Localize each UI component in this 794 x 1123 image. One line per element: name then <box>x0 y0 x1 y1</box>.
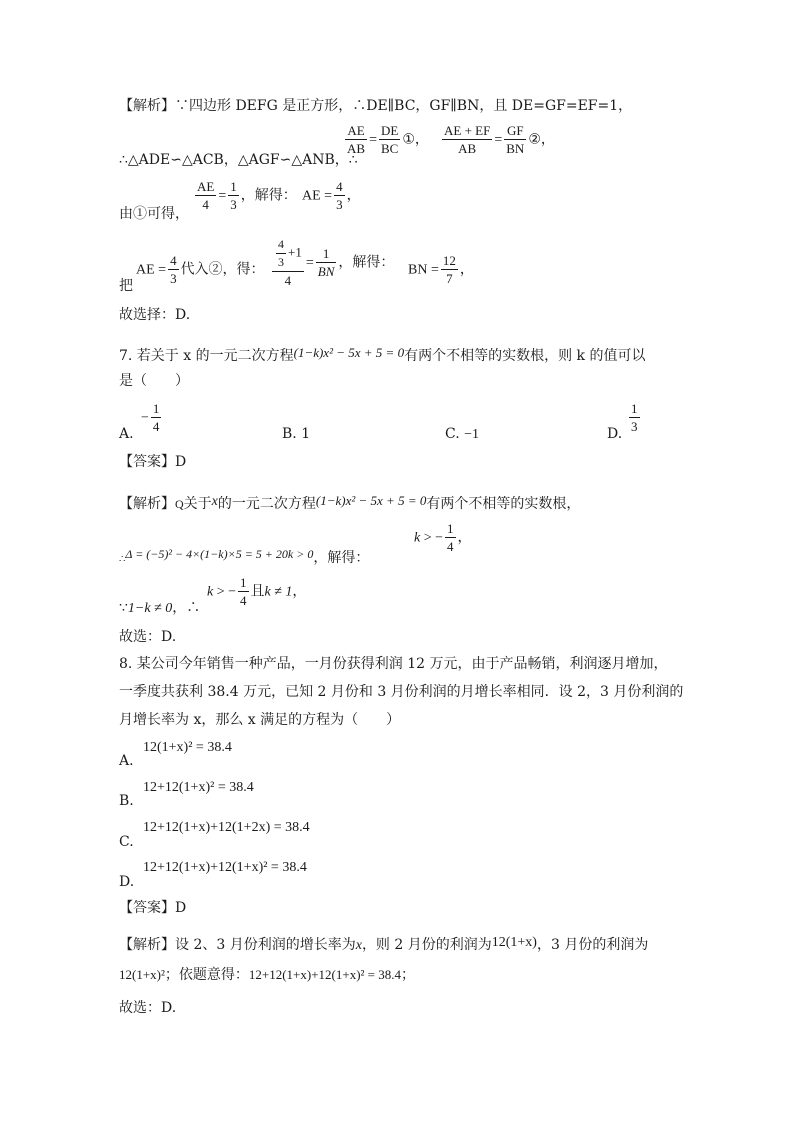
solution-7-line-2 <box>119 544 369 570</box>
solution-line-4 <box>119 276 133 296</box>
solution-8-line-2 <box>119 965 415 985</box>
option-8c-label: C. <box>119 834 134 850</box>
text: ； <box>401 967 416 983</box>
bn-eq-12-7: BN = $\frac{12}{7}$ ， <box>408 253 474 286</box>
text: 把 <box>119 278 133 294</box>
text: 由①可得， <box>119 206 189 222</box>
option-a-value: − $\frac{1}{4}$ <box>141 401 160 434</box>
ae-over-4-eq-1-3: $\frac{AE}{4}$ = $\frac{1}{3}$ ，解得： <box>197 179 297 212</box>
question-8-line-1: 8. 某公司今年销售一种产品，一月份获得利润 12 万元，由于产品畅销，利润逐月增加， <box>119 656 668 672</box>
solution-end-7: 故选：D. <box>119 629 177 645</box>
solution-8-line-1: 【解析】设 2、3 月份利润的增长率为x，则 2 月份的利润为12(1+x)，3 月份的利润为 <box>119 935 649 953</box>
text: 且 <box>250 583 265 600</box>
text: ，∴ <box>172 600 201 616</box>
option-a-label: A. <box>119 426 134 442</box>
option-b: B. 1 <box>282 426 311 442</box>
label: C. <box>445 426 460 442</box>
value: −1 <box>464 427 480 442</box>
question-7-line-1 <box>119 343 645 366</box>
separator: ， <box>540 131 555 148</box>
option-8d-label: D. <box>119 874 135 890</box>
text: 有两个不相等的实数根， <box>426 496 581 512</box>
equation: 12+12(1+x)+12(1+x)² = 38.4 <box>248 967 402 982</box>
compound-fraction: $\frac{4}{3}$ +1 4 = $\frac{1}{BN}$ ，解得： <box>270 236 394 289</box>
option-8a-eq: 12(1+x)² = 38.4 <box>143 740 232 755</box>
solution-7-line-1: 【解析】Q关于x的一元二次方程(1−k)x² − 5x + 5 = 0有两个不相等的实数根， <box>119 493 581 512</box>
text: ，解得： <box>338 254 395 271</box>
solution-line-3 <box>119 204 189 224</box>
k-gt-neg-1-4: k > − $\frac{1}{4}$ ， <box>414 521 472 554</box>
equation: (1−k)x² − 5x + 5 = 0 <box>293 345 405 360</box>
solution-line-2: ∴△ADE∽△ACB，△AGF∽△ANB，∴ <box>119 152 358 168</box>
solution-7-line-3 <box>119 598 200 619</box>
option-8c-eq: 12+12(1+x)+12(1+2x) = 38.4 <box>143 820 310 835</box>
text: ， <box>292 583 307 600</box>
text: ， <box>457 529 472 546</box>
text: 【解析】设 2、3 月份利润的增长率为 <box>119 937 356 953</box>
ratio-ae-ef-ab-gf-bn: $\frac{AE + EF}{AB}$ = $\frac{GF}{BN}$ ②， <box>444 123 555 156</box>
question-7-line-2: 是（ ） <box>119 373 189 389</box>
text: 【解析】 <box>119 496 175 512</box>
text: 有两个不相等的实数根，则 k 的值可以 <box>404 348 646 364</box>
answer-7: 【答案】D <box>119 454 187 470</box>
option-8a-label: A. <box>119 753 134 769</box>
answer-8: 【答案】D <box>119 900 187 916</box>
ae-eq-4-3-sub: AE = $\frac{4}{3}$ 代入②，得： <box>136 253 265 286</box>
option-8d-eq: 12+12(1+x)+12(1+x)² = 38.4 <box>143 860 307 875</box>
equation: 12(1+x) <box>491 935 537 950</box>
option-d-label: D. <box>607 426 623 442</box>
text: ，3 月份的利润为 <box>536 937 649 953</box>
equation: Δ = (−5)² − 4×(1−k)×5 = 5 + 20k > 0 <box>125 547 314 561</box>
text: ， <box>459 261 474 278</box>
text: ，解得： <box>240 187 297 204</box>
solution-end-8: 故选：D. <box>119 1000 177 1016</box>
text: ∵ <box>119 600 128 616</box>
equation: 12(1+x)² <box>119 967 165 982</box>
option-c <box>445 424 479 445</box>
text: ；依题意得： <box>164 967 249 983</box>
text: 关于 <box>183 496 212 512</box>
solution-end-1: 故选择：D. <box>119 307 191 323</box>
option-8b-eq: 12+12(1+x)² = 38.4 <box>143 780 254 795</box>
option-d-value: $\frac{1}{3}$ <box>631 401 638 434</box>
text: 7. 若关于 x 的一元二次方程 <box>119 348 294 364</box>
equation: k ≠ 1 <box>264 584 293 600</box>
option-8b-label: B. <box>119 793 134 809</box>
k-gt-neg-1-4-and: k > − $\frac{1}{4}$ 且k ≠ 1， <box>207 575 307 608</box>
text: 代入②，得： <box>180 261 265 278</box>
equation: 1−k ≠ 0 <box>127 601 173 616</box>
circle-1: ① <box>402 131 415 148</box>
text: ∴ <box>119 554 126 565</box>
text: 的一元二次方程 <box>217 496 316 512</box>
text: ， <box>346 187 361 204</box>
text: ，解得： <box>313 550 370 566</box>
question-8-line-3: 月增长率为 x，那么 x 满足的方程为（ ） <box>119 712 401 728</box>
ratio-ae-ab-de-bc: $\frac{AE}{AB}$ = $\frac{DE}{BC}$ ①， <box>347 123 429 156</box>
circle-2: ② <box>528 131 541 148</box>
ae-eq-4-3: AE = $\frac{4}{3}$ ， <box>302 179 361 212</box>
equation: (1−k)x² − 5x + 5 = 0 <box>315 493 427 508</box>
question-8-line-2: 一季度共获利 38.4 万元，已知 2 月份和 3 月份利润的月增长率相同．设 2，3 月份利润的 <box>119 684 684 700</box>
text: ，则 2 月份的利润为 <box>361 937 492 953</box>
solution-line-1: 【解析】∵四边形 DEFG 是正方形，∴DE∥BC，GF∥BN，且 DE=GF=EF=1， <box>119 98 633 114</box>
separator: ， <box>414 131 429 148</box>
